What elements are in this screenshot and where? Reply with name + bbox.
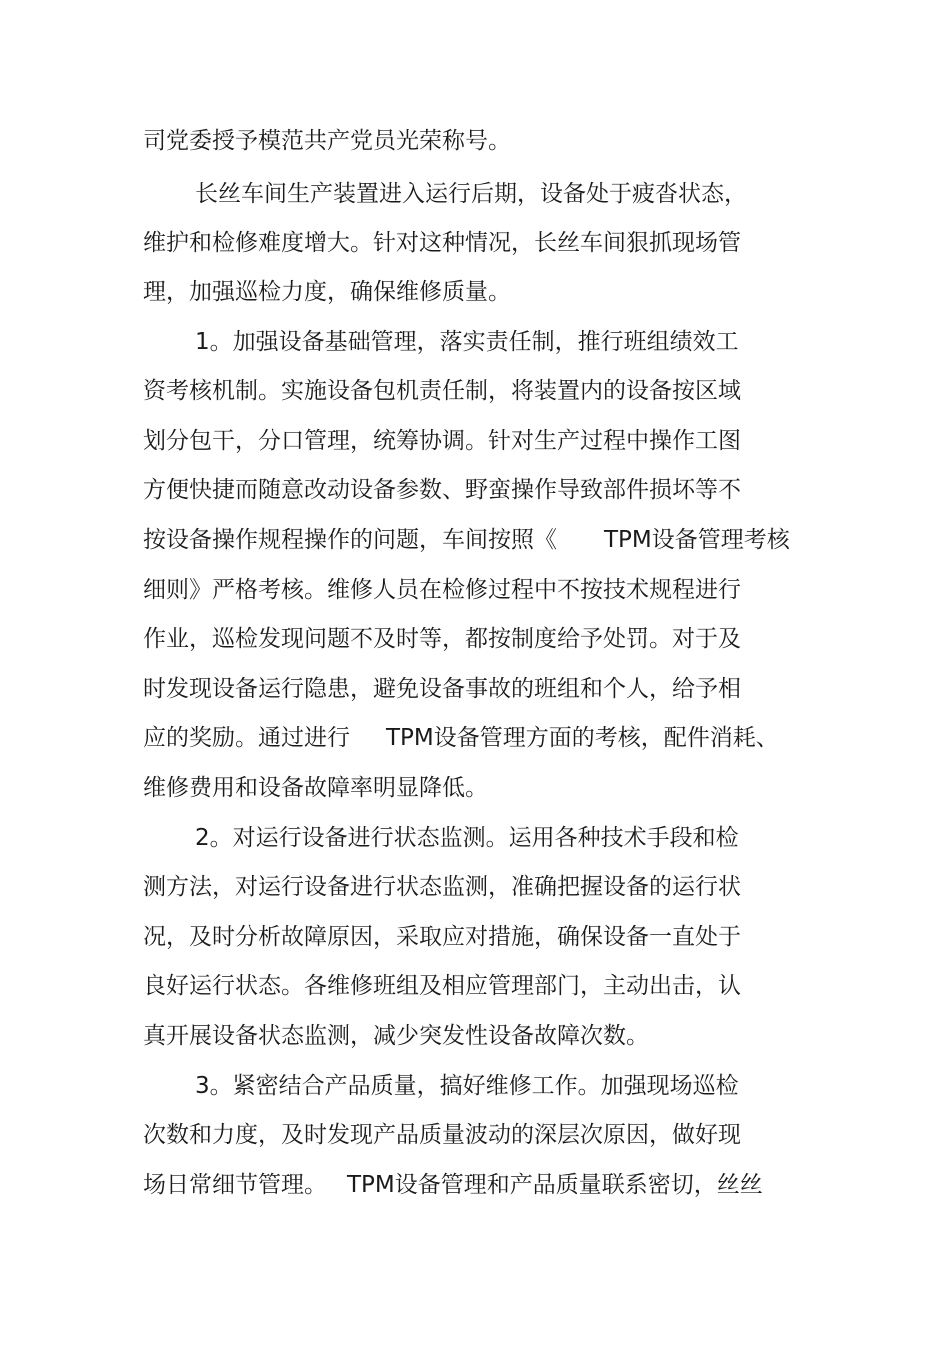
text-line-10: 细则》严格考核。维修人员在检修过程中不按技术规程进行 xyxy=(143,577,741,603)
text-line-6: 资考核机制。实施设备包机责任制，将装置内的设备按区域 xyxy=(143,378,741,404)
text-line-14: 维修费用和设备故障率明显降低。 xyxy=(143,775,488,801)
text-line-22b: TPM设备管理和产品质量联系密切，丝丝 xyxy=(347,1172,763,1198)
text-line-3: 维护和检修难度增大。针对这种情况，长丝车间狠抓现场管 xyxy=(143,230,741,256)
text-line-12: 时发现设备运行隐患，避免设备事故的班组和个人，给予相 xyxy=(143,676,741,702)
text-line-17: 况，及时分析故障原因，采取应对措施，确保设备一直处于 xyxy=(143,924,741,950)
text-line-15: 2。对运行设备进行状态监测。运用各种技术手段和检 xyxy=(195,825,739,851)
text-line-16: 测方法，对运行设备进行状态监测，准确把握设备的运行状 xyxy=(143,874,741,900)
text-line-8: 方便快捷而随意改动设备参数、野蛮操作导致部件损坏等不 xyxy=(143,477,741,503)
text-line-4: 理，加强巡检力度，确保维修质量。 xyxy=(143,279,511,305)
text-line-7: 划分包干，分口管理，统筹协调。针对生产过程中操作工图 xyxy=(143,428,741,454)
text-line-13b: TPM设备管理方面的考核，配件消耗、 xyxy=(386,725,779,751)
text-line-1: 司党委授予模范共产党员光荣称号。 xyxy=(143,128,511,154)
text-line-9a: 按设备操作规程操作的问题，车间按照《 xyxy=(143,527,557,553)
text-line-18: 良好运行状态。各维修班组及相应管理部门，主动出击，认 xyxy=(143,973,741,999)
text-line-21: 次数和力度，及时发现产品质量波动的深层次原因，做好现 xyxy=(143,1122,741,1148)
text-line-5: 1。加强设备基础管理，落实责任制，推行班组绩效工 xyxy=(195,329,739,355)
text-line-11: 作业，巡检发现问题不及时等，都按制度给予处罚。对于及 xyxy=(143,626,741,652)
text-line-22a: 场日常细节管理。 xyxy=(143,1172,327,1198)
text-line-9b: TPM设备管理考核 xyxy=(604,527,790,553)
text-line-19: 真开展设备状态监测，减少突发性设备故障次数。 xyxy=(143,1023,649,1049)
text-line-20: 3。紧密结合产品质量，搞好维修工作。加强现场巡检 xyxy=(195,1073,739,1099)
text-line-2: 长丝车间生产装置进入运行后期，设备处于疲沓状态， xyxy=(195,181,747,207)
text-line-13a: 应的奖励。通过进行 xyxy=(143,725,350,751)
